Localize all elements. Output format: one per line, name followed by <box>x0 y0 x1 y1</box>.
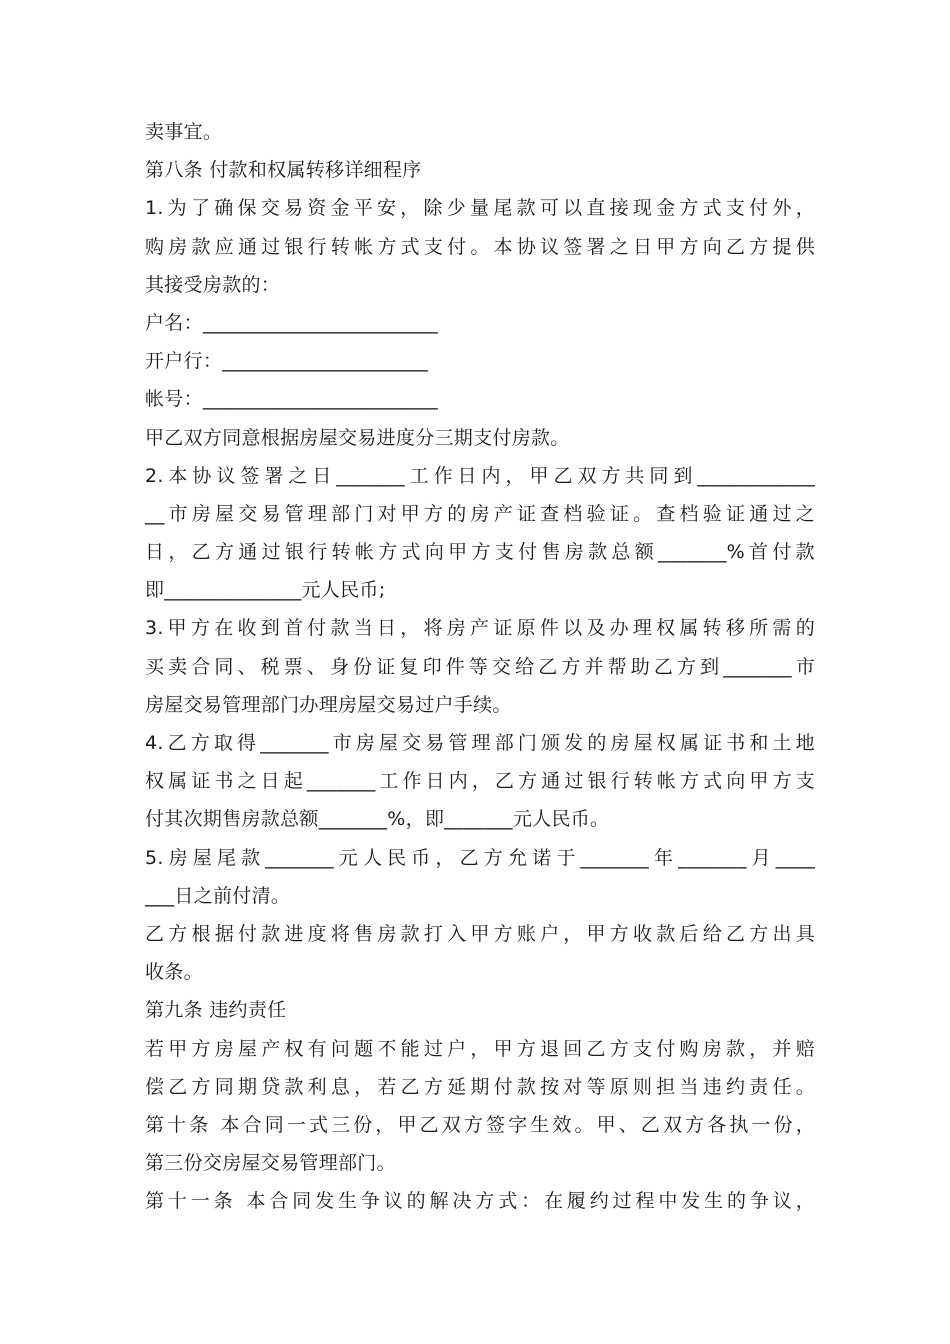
section-heading-article-10: 第十条 本合同一式三份，甲乙双方签字生效。甲、乙双方各执一份， <box>145 1113 815 1136</box>
text-line: 若甲方房屋产权有问题不能过户，甲方退回乙方支付购房款，并赔 <box>145 1037 815 1060</box>
bank-name-field: 开户行：_____________________ <box>145 350 428 373</box>
text-line: 偿乙方同期贷款利息，若乙方延期付款按对等原则担当违约责任。 <box>145 1075 815 1098</box>
text-line: 购房款应通过银行转帐方式支付。本协议签署之日甲方向乙方提供 <box>145 235 815 258</box>
text-line: 甲乙双方同意根据房屋交易进度分三期支付房款。 <box>145 426 570 449</box>
text-line: 5.房屋尾款_______元人民币，乙方允诺于_______年_______月____ <box>145 846 815 869</box>
section-heading-article-11: 第十一条 本合同发生争议的解决方式：在履约过程中发生的争议， <box>145 1190 815 1213</box>
text-line: 权属证书之日起_______工作日内，乙方通过银行转帐方式向甲方支 <box>145 770 815 793</box>
text-line: 其接受房款的： <box>145 273 281 296</box>
text-line: 收条。 <box>145 961 203 984</box>
text-line: 1.为了确保交易资金平安，除少量尾款可以直接现金方式支付外， <box>145 197 815 220</box>
contract-text-body <box>145 113 815 1220</box>
section-heading-article-9: 第九条 违约责任 <box>145 999 287 1022</box>
text-line: 日，乙方通过银行转帐方式向甲方支付售房款总额_______%首付款 <box>145 541 815 564</box>
text-line: 第三份交房屋交易管理部门。 <box>145 1152 396 1175</box>
text-line: 4.乙方取得_______市房屋交易管理部门颁发的房屋权属证书和土地 <box>145 732 815 754</box>
text-line: 付其次期售房款总额_______%，即_______元人民币。 <box>145 808 610 831</box>
text-line: 买卖合同、税票、身份证复印件等交给乙方并帮助乙方到_______市 <box>145 655 815 678</box>
account-number-field: 帐号：________________________ <box>145 388 439 411</box>
text-line: 2.本协议签署之日_______工作日内，甲乙双方共同到____________ <box>145 464 815 487</box>
text-line: 即______________元人民币; <box>145 579 386 602</box>
text-line: 3.甲方在收到首付款当日，将房产证原件以及办理权属转移所需的 <box>145 617 815 640</box>
text-line: 乙方根据付款进度将售房款打入甲方账户，甲方收款后给乙方出具 <box>145 922 815 945</box>
account-name-field: 户名：________________________ <box>145 311 439 334</box>
text-line: 卖事宜。 <box>145 121 223 143</box>
section-heading-article-8: 第八条 付款和权属转移详细程序 <box>145 159 422 182</box>
text-line: __市房屋交易管理部门对甲方的房产证查档验证。查档验证通过之 <box>145 502 815 525</box>
text-line: ___日之前付清。 <box>145 884 291 907</box>
text-line: 房屋交易管理部门办理房屋交易过户手续。 <box>145 693 512 716</box>
